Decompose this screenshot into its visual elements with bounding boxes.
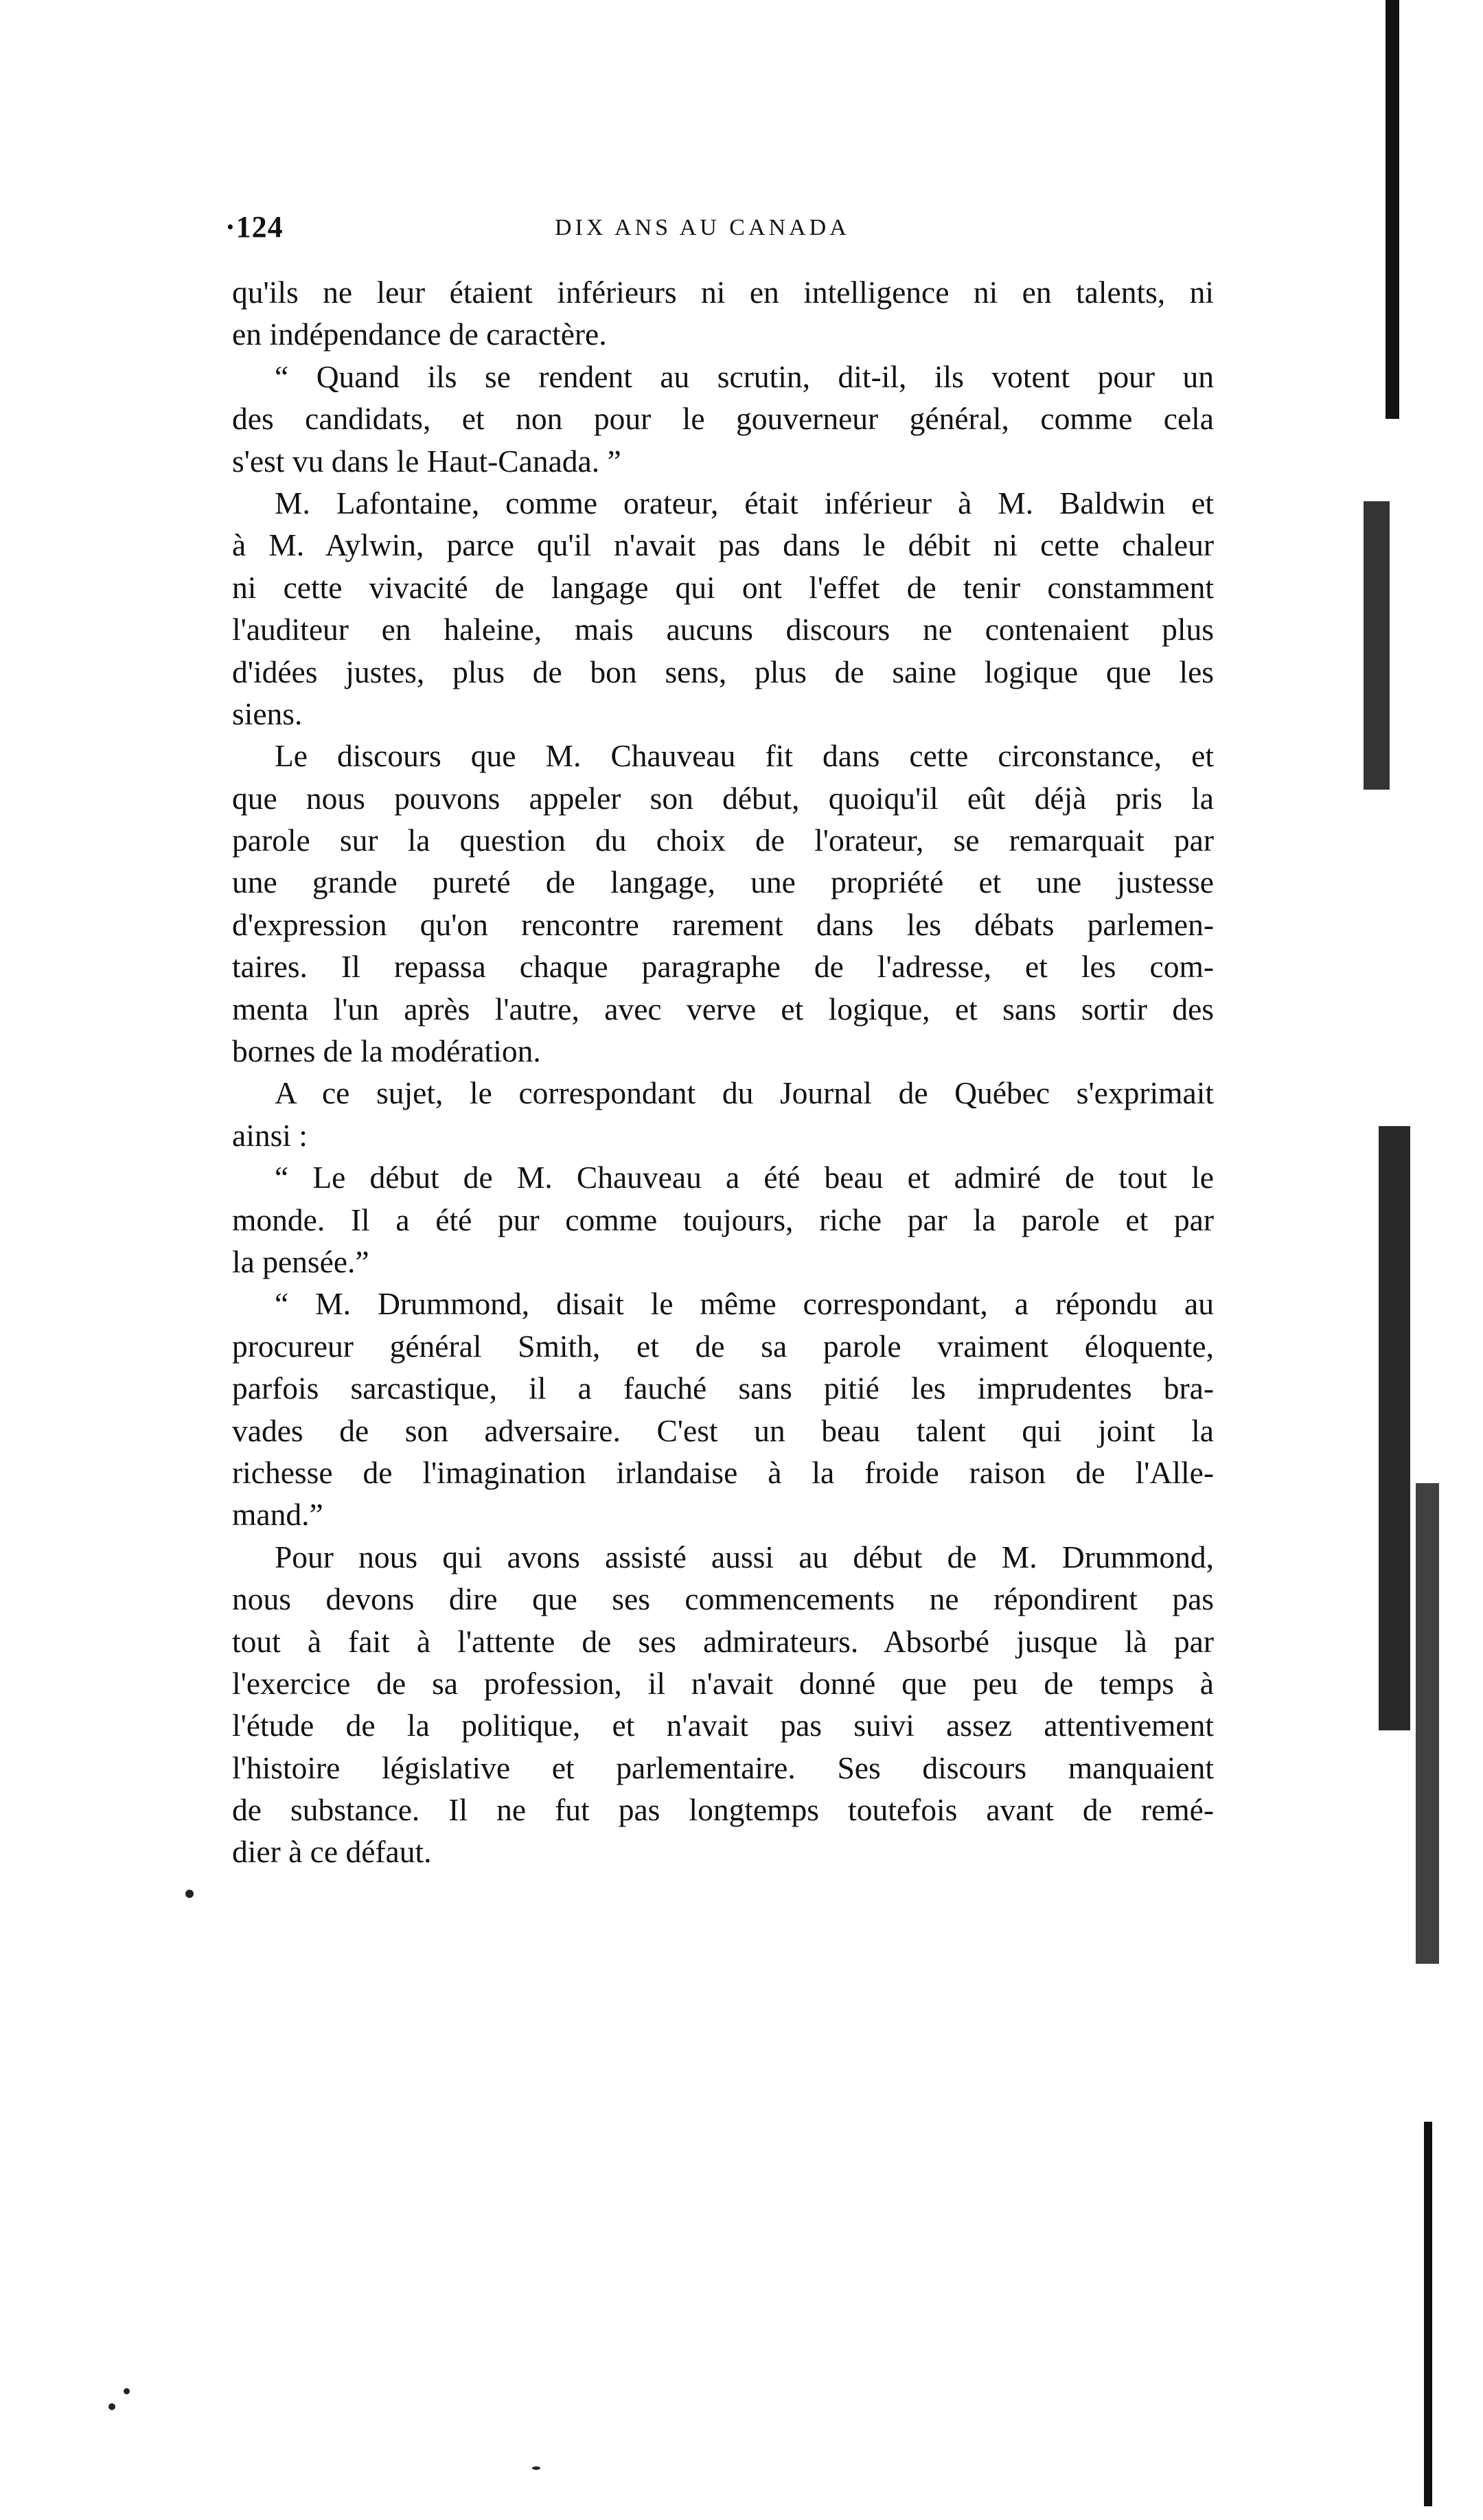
text-line: tout à fait à l'attente de ses admirateurs. Absorbé jusque là par xyxy=(232,1623,1214,1659)
text-line: richesse de l'imagination irlandaise à la froide raison de l'Alle- xyxy=(232,1454,1214,1490)
scan-bleed-top xyxy=(1386,0,1399,419)
text-line: mand.” xyxy=(232,1497,323,1533)
scan-bleed-lower xyxy=(1416,1483,1439,1964)
running-head xyxy=(225,209,1214,251)
text-line: siens. xyxy=(232,696,303,731)
text-line: parfois sarcastique, il a fauché sans pitié les imprudentes bra- xyxy=(232,1371,1214,1406)
scan-speck xyxy=(532,2466,540,2470)
scan-speck xyxy=(185,1890,194,1898)
text-line: que nous pouvons appeler son début, quoiqu'il eût déjà pris la xyxy=(232,780,1214,816)
text-line: M. Lafontaine, comme orateur, était inférieur à M. Baldwin et xyxy=(275,485,1214,520)
text-line: dier à ce défaut. xyxy=(232,1834,432,1870)
text-line: vades de son adversaire. C'est un beau talent qui joint la xyxy=(232,1412,1214,1448)
text-line: des candidats, et non pour le gouverneur général, comme cela xyxy=(232,401,1214,437)
body-text xyxy=(232,271,1214,1873)
text-line: à M. Aylwin, parce qu'il n'avait pas dans le débit ni cette chaleur xyxy=(232,527,1214,563)
text-line: d'expression qu'on rencontre rarement dans les débats parlemen- xyxy=(232,906,1214,942)
page-number: ·124 xyxy=(225,210,284,244)
text-line: ni cette vivacité de langage qui ont l'effet de tenir constamment xyxy=(232,569,1214,605)
text-line: procureur général Smith, et de sa parole vraiment éloquente, xyxy=(232,1328,1214,1364)
text-line: “ Quand ils se rendent au scrutin, dit-il, ils votent pour un xyxy=(275,358,1214,394)
text-line: l'exercice de sa profession, il n'avait donné que peu de temps à xyxy=(232,1665,1214,1701)
text-line: une grande pureté de langage, une propriété et une justesse xyxy=(232,864,1214,900)
text-line: parole sur la question du choix de l'orateur, se remarquait par xyxy=(232,823,1214,858)
running-title: DIX ANS AU CANADA xyxy=(555,215,850,240)
scan-speck xyxy=(124,2388,130,2394)
scan-bleed-upper xyxy=(1364,501,1390,790)
text-line: Le discours que M. Chauveau fit dans cette circonstance, et xyxy=(275,738,1214,774)
text-line: menta l'un après l'autre, avec verve et logique, et sans sortir des xyxy=(232,991,1214,1027)
scan-speck xyxy=(108,2403,115,2410)
text-line: de substance. Il ne fut pas longtemps toutefois avant de remé- xyxy=(232,1792,1214,1828)
text-line: qu'ils ne leur étaient inférieurs ni en intelligence ni en talents, ni xyxy=(232,275,1214,310)
text-line: A ce sujet, le correspondant du Journal de Québec s'exprimait xyxy=(275,1075,1214,1111)
text-line: “ Le début de M. Chauveau a été beau et admiré de tout le xyxy=(275,1160,1214,1195)
text-line: en indépendance de caractère. xyxy=(232,317,607,352)
text-line: l'auditeur en haleine, mais aucuns discours ne contenaient plus xyxy=(232,612,1214,648)
text-line: nous devons dire que ses commencements ne répondirent pas xyxy=(232,1581,1214,1617)
text-line: d'idées justes, plus de bon sens, plus de saine logique que les xyxy=(232,654,1214,689)
text-line: ainsi : xyxy=(232,1117,308,1153)
text-line: taires. Il repassa chaque paragraphe de l'adresse, et les com- xyxy=(232,949,1214,985)
text-line: bornes de la modération. xyxy=(232,1033,541,1069)
text-line: “ M. Drummond, disait le même correspondant, a répondu au xyxy=(275,1286,1214,1322)
text-line: Pour nous qui avons assisté aussi au début de M. Drummond, xyxy=(275,1539,1214,1574)
text-line: s'est vu dans le Haut-Canada. ” xyxy=(232,443,621,479)
text-line: l'histoire législative et parlementaire. Ses discours manquaient xyxy=(232,1750,1214,1785)
text-line: la pensée.” xyxy=(232,1244,369,1279)
scan-bleed-middle xyxy=(1379,1126,1410,1730)
scan-bleed-bottom xyxy=(1424,2122,1432,2506)
text-line: monde. Il a été pur comme toujours, riche par la parole et par xyxy=(232,1202,1214,1237)
text-line: l'étude de la politique, et n'avait pas suivi assez attentivement xyxy=(232,1708,1214,1743)
